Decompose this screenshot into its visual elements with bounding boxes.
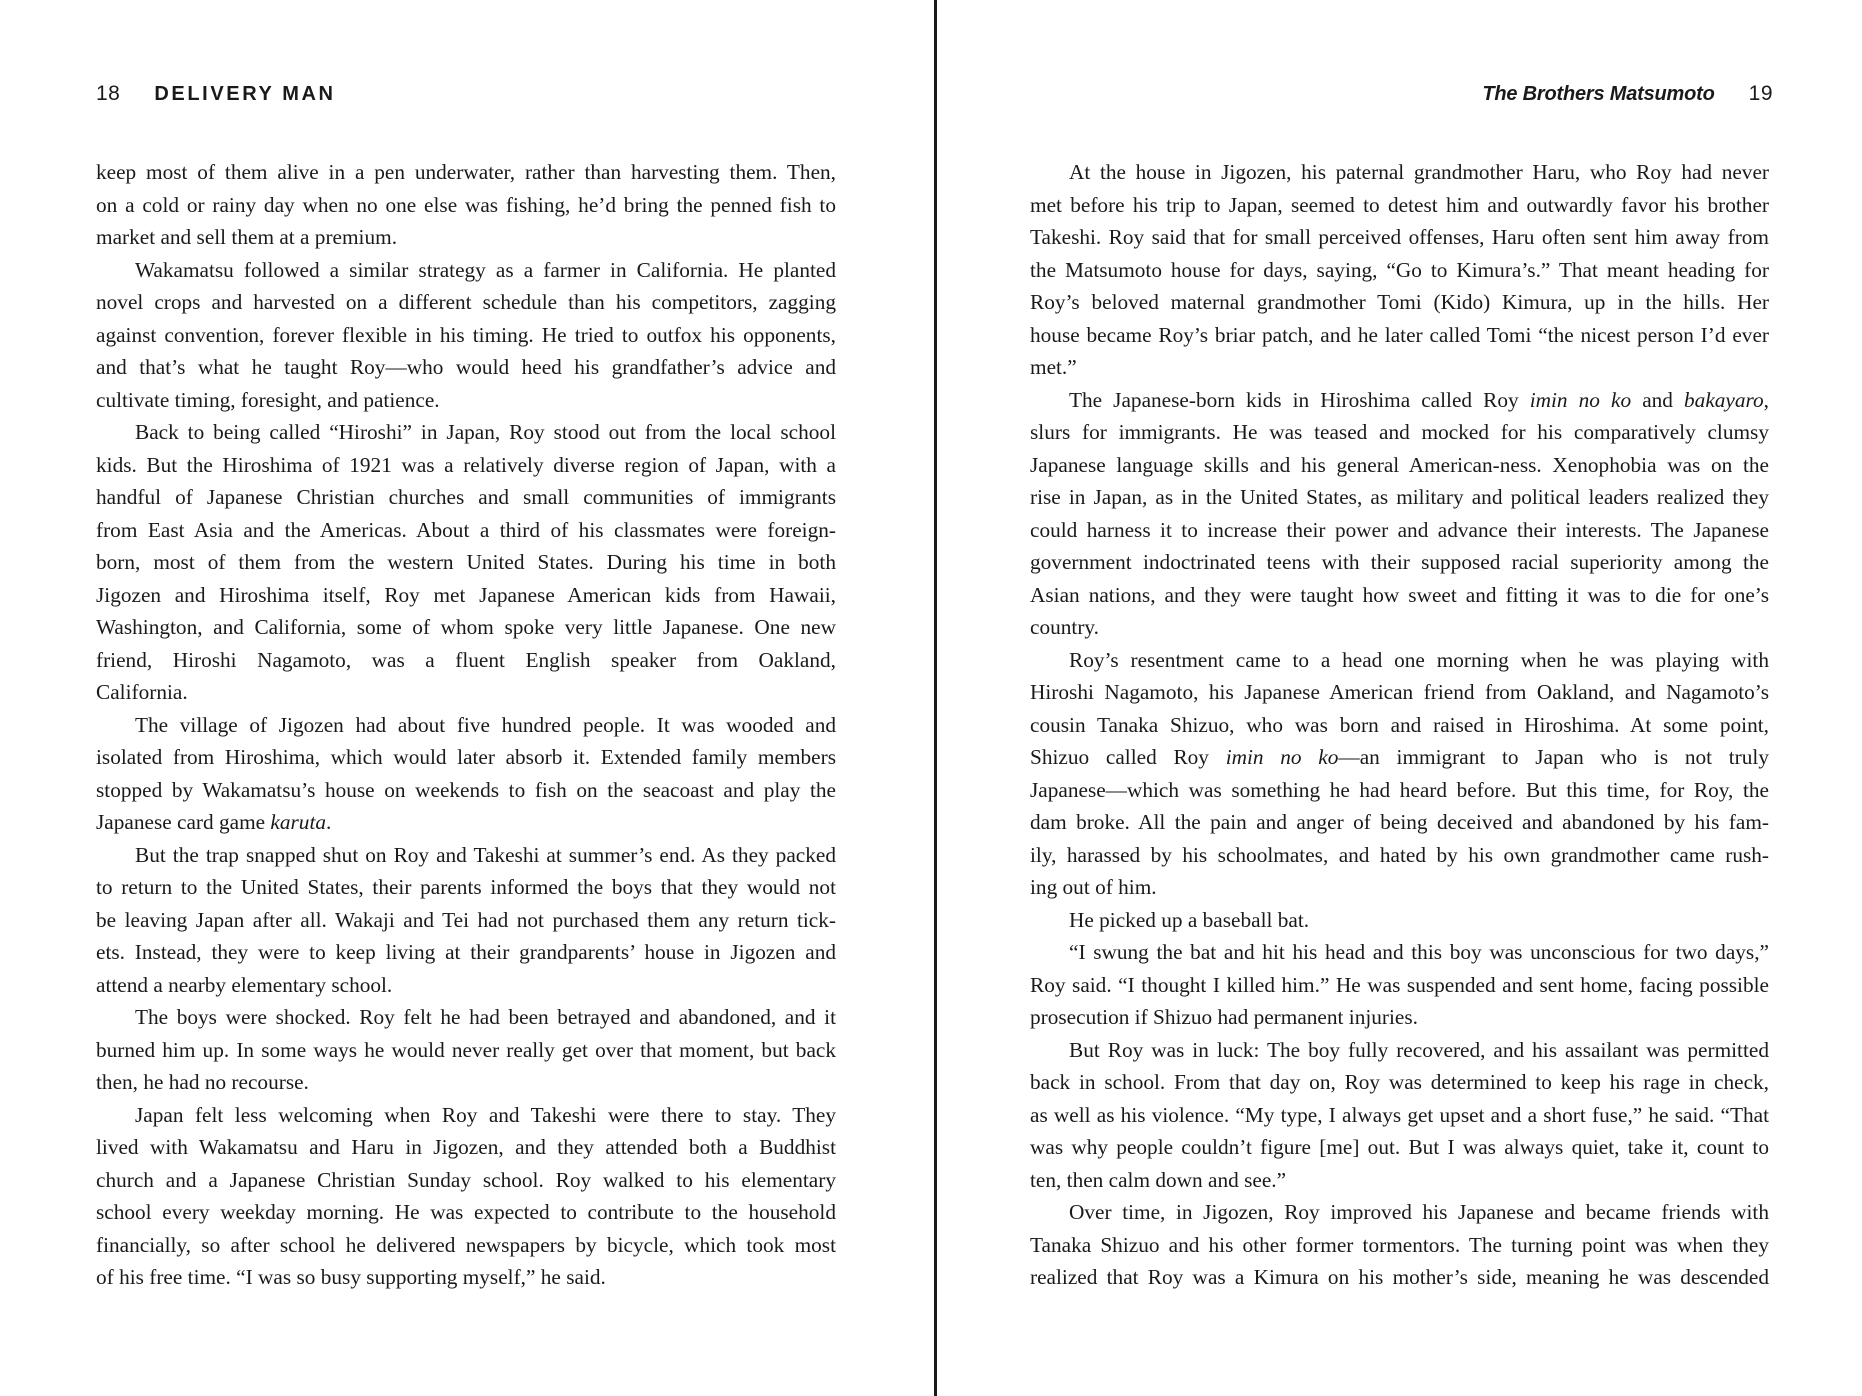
- left-running-head: [96, 76, 336, 112]
- right-page: [937, 0, 1862, 1396]
- italic-term: imin no ko: [1225, 745, 1339, 769]
- text-line: house became Roy’s briar patch, and he later called Tomi “the nicest person I’d ever: [1030, 322, 1769, 347]
- text-line: “I swung the bat and hit his head and this boy was unconscious for two days,”: [1069, 940, 1769, 964]
- text-line: born, most of them from the western United States. During his time in both: [96, 550, 836, 574]
- chapter-title-running-head: The Brothers Matsumoto: [1482, 82, 1715, 105]
- text-line: Jigozen and Hiroshima itself, Roy met Japanese American kids from Hawaii,: [96, 582, 836, 607]
- text-line: back in school. From that day on, Roy was determined to keep his rage in check,: [1030, 1070, 1769, 1094]
- text-line: met.”: [1030, 355, 1077, 379]
- text-run: The Japanese-born kids in Hiroshima called Roy: [1069, 387, 1530, 412]
- text-line: was why people couldn’t figure [me] out. But I was always quiet, take it, count to: [1030, 1135, 1769, 1159]
- text-line: Japanese—which was something he had heard before. But this time, for Roy, the: [1030, 777, 1769, 802]
- text-line: prosecution if Shizuo had permanent injuries.: [1030, 1005, 1418, 1029]
- text-line: Asian nations, and they were taught how sweet and fitting it was to die for one’s: [1030, 582, 1769, 607]
- text-line: rise in Japan, as in the United States, as military and political leaders realized they: [1030, 485, 1769, 509]
- text-line: Washington, and California, some of whom spoke very little Japanese. One new: [96, 615, 836, 639]
- text-line: [1030, 741, 1769, 774]
- text-line: to return to the United States, their parents informed the boys that they would not: [96, 875, 836, 899]
- text-line: as well as his violence. “My type, I always get upset and a short fuse,” he said. “That: [1030, 1102, 1769, 1127]
- italic-term: imin no ko: [1529, 387, 1632, 412]
- right-running-head: [1482, 76, 1773, 112]
- text-line: then, he had no recourse.: [96, 1070, 309, 1094]
- text-line: against convention, forever flexible in his timing. He tried to outfox his opponents,: [96, 322, 836, 347]
- text-run: .: [326, 810, 332, 834]
- text-line: Hiroshi Nagamoto, his Japanese American friend from Oakland, and Nagamoto’s: [1030, 680, 1769, 704]
- text-line: Wakamatsu followed a similar strategy as a farmer in California. He planted: [135, 257, 836, 282]
- text-run: —an immigrant to Japan who is not truly: [1338, 745, 1769, 769]
- text-line: on a cold or rainy day when no one else was fishing, he’d bring the penned fish to: [96, 192, 836, 217]
- text-line: realized that Roy was a Kimura on his mother’s side, meaning he was descended: [1030, 1265, 1769, 1289]
- text-line: be leaving Japan after all. Wakaji and Tei had not purchased them any return tick-: [96, 907, 836, 932]
- text-line: and that’s what he taught Roy—who would heed his grandfather’s advice and: [96, 355, 836, 379]
- text-line: burned him up. In some ways he would never really get over that moment, but back: [96, 1037, 836, 1062]
- right-body-text: [1030, 156, 1769, 1294]
- book-title-running-head: DELIVERY MAN: [154, 82, 336, 105]
- text-line: cousin Tanaka Shizuo, who was born and raised in Hiroshima. At some point,: [1030, 712, 1769, 737]
- text-line: Tanaka Shizuo and his other former tormentors. The turning point was when they: [1030, 1232, 1769, 1257]
- text-line: Roy said. “I thought I killed him.” He was suspended and sent home, facing possible: [1030, 972, 1769, 997]
- right-page-number: 19: [1748, 82, 1773, 105]
- text-line: The boys were shocked. Roy felt he had been betrayed and abandoned, and it: [135, 1005, 836, 1029]
- text-line: But Roy was in luck: The boy fully recovered, and his assailant was permitted: [1069, 1037, 1769, 1062]
- text-line: of his free time. “I was so busy supporting myself,” he said.: [96, 1265, 606, 1289]
- text-line: Japan felt less welcoming when Roy and Takeshi were there to stay. They: [135, 1102, 836, 1127]
- text-line: stopped by Wakamatsu’s house on weekends to fish on the seacoast and play the: [96, 777, 836, 802]
- text-line: keep most of them alive in a pen underwater, rather than harvesting them. Then,: [96, 160, 836, 184]
- text-run: ,: [1763, 387, 1769, 412]
- text-line: At the house in Jigozen, his paternal grandmother Haru, who Roy had never: [1069, 160, 1769, 184]
- left-body-text: [96, 156, 836, 1294]
- text-line: Back to being called “Hiroshi” in Japan, Roy stood out from the local school: [135, 420, 836, 444]
- text-line: handful of Japanese Christian churches and small communities of immigrants: [96, 485, 836, 509]
- text-line: ily, harassed by his schoolmates, and hated by his own grandmother came rush-: [1030, 842, 1769, 867]
- italic-term: karuta: [270, 810, 327, 834]
- text-line: He picked up a baseball bat.: [1069, 907, 1310, 932]
- text-line: met before his trip to Japan, seemed to detest him and outwardly favor his brother: [1030, 192, 1769, 217]
- text-line: Roy’s resentment came to a head one morning when he was playing with: [1069, 647, 1769, 672]
- text-line: Roy’s beloved maternal grandmother Tomi (Kido) Kimura, up in the hills. Her: [1030, 290, 1769, 314]
- text-run: and: [1631, 387, 1685, 412]
- text-line: isolated from Hiroshima, which would later absorb it. Extended family members: [96, 745, 836, 769]
- text-line: [1030, 384, 1769, 417]
- text-line: [96, 806, 836, 839]
- text-run: Shizuo called Roy: [1030, 745, 1226, 769]
- text-line: friend, Hiroshi Nagamoto, was a fluent English speaker from Oakland,: [96, 647, 836, 672]
- text-line: ing out of him.: [1030, 875, 1157, 899]
- text-line: attend a nearby elementary school.: [96, 972, 393, 997]
- text-line: California.: [96, 680, 188, 704]
- text-line: country.: [1030, 615, 1099, 639]
- text-line: slurs for immigrants. He was teased and mocked for his comparatively clumsy: [1030, 420, 1769, 444]
- left-page-number: 18: [96, 82, 121, 105]
- text-line: novel crops and harvested on a different schedule than his competitors, zagging: [96, 290, 836, 314]
- text-run: Japanese card game: [96, 810, 271, 834]
- text-line: school every weekday morning. He was expected to contribute to the household: [96, 1200, 836, 1224]
- text-line: could harness it to increase their power and advance their interests. The Japanese: [1030, 517, 1769, 542]
- text-line: Takeshi. Roy said that for small perceived offenses, Haru often sent him away from: [1030, 225, 1769, 249]
- text-line: But the trap snapped shut on Roy and Takeshi at summer’s end. As they packed: [135, 842, 836, 867]
- text-line: lived with Wakamatsu and Haru in Jigozen, and they attended both a Buddhist: [96, 1135, 836, 1159]
- text-line: Over time, in Jigozen, Roy improved his Japanese and became friends with: [1069, 1200, 1769, 1224]
- text-line: The village of Jigozen had about five hundred people. It was wooded and: [135, 712, 836, 737]
- text-line: financially, so after school he delivered newspapers by bicycle, which took most: [96, 1232, 836, 1257]
- text-line: church and a Japanese Christian Sunday school. Roy walked to his elementary: [96, 1167, 836, 1192]
- text-line: cultivate timing, foresight, and patience.: [96, 387, 440, 412]
- text-line: ets. Instead, they were to keep living at their grandparents’ house in Jigozen and: [96, 940, 836, 964]
- text-line: from East Asia and the Americas. About a third of his classmates were foreign-: [96, 517, 836, 542]
- text-line: government indoctrinated teens with their supposed racial superiority among the: [1030, 550, 1769, 574]
- text-line: the Matsumoto house for days, saying, “Go to Kimura’s.” That meant heading for: [1030, 257, 1769, 282]
- text-line: market and sell them at a premium.: [96, 225, 398, 249]
- italic-term: bakayaro: [1684, 387, 1764, 412]
- text-line: dam broke. All the pain and anger of being deceived and abandoned by his fam-: [1030, 810, 1769, 834]
- text-line: ten, then calm down and see.”: [1030, 1167, 1287, 1192]
- text-line: kids. But the Hiroshima of 1921 was a relatively diverse region of Japan, with a: [96, 452, 836, 477]
- text-line: Japanese language skills and his general American-ness. Xenophobia was on the: [1030, 452, 1769, 477]
